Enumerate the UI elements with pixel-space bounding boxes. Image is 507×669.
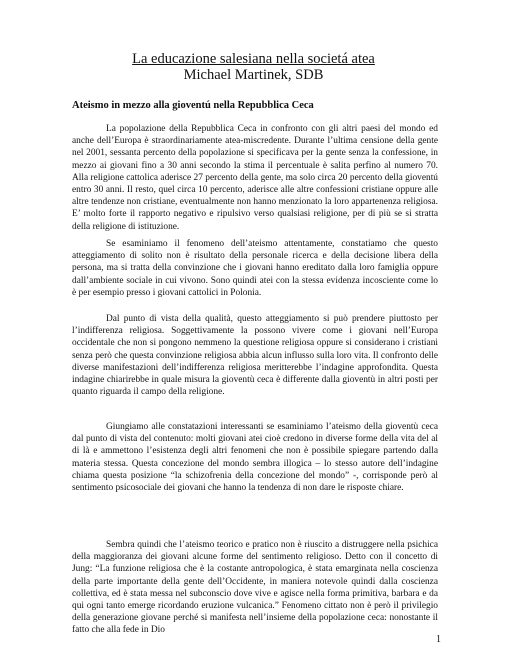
paragraph-text: Giungiamo alle constatazioni interessanti se esaminiamo l’ateismo della gioventù ceca dal punto di vista del contenuto: molti giovani atei cioè credono in diverse forme della vita del al di là e ammettono l’esistenza degli altri fenomeni che non è possibile spiegare partendo dalla materia stessa. Questa concezione del mondo sembra illogica – lo stesso autore dell’indagine chiama questa posizione “la schizofrenia della concezione del mondo” -, corrisponde però al sentimento psicosociale dei giovani che hanno la tendenza di non dare le risposte chiare. (72, 422, 438, 494)
paragraph (72, 421, 438, 494)
page-number: 1 (436, 634, 441, 645)
document-title: La educazione salesiana nella societá atea (132, 51, 375, 67)
paragraph (72, 238, 438, 299)
paragraph-text: Sembra quindi che l’ateismo teorico e pratico non è riuscito a distruggere nella psichica della maggioranza dei giovani alcune forme del sentimento religioso. Detto con il concetto di Jung: “La funzione religiosa che è la costante antropologica, è stata emarginata nella coscienza della parte importante della gente dell’Occidente, in maniera notevole quindi dalla coscienza collettiva, ed è stata messa nel subconscio dove vive e agisce nella forma primitiva, barbara e da qui ogni tanto emerge ricordando eruzione vulcanica.” Fenomeno cittato non è però il privilegio della generazione giovane perché si manifesta nell’insieme della popolazione ceca: nonostante il fatto che alla fede in Dio (72, 540, 438, 636)
section-heading: Ateismo in mezzo alla gioventú nella Repubblica Ceca (72, 100, 314, 111)
paragraph (72, 313, 438, 398)
paragraph-text: Se esaminiamo il fenomeno dell’ateismo attentamente, constatiamo che questo atteggiamento di solito non è risultato della personale ricerca e della decisione libera della persona, ma si tratta della convinzione che i giovani hanno ereditato dalla loro famiglia oppure dall’ambiente sociale in cui vivono. Sono quindi atei con la stessa evidenza incosciente come lo è per esempio presso i giovani cattolici in Polonia. (72, 239, 438, 298)
paragraph (72, 539, 438, 637)
paragraph-text: Dal punto di vista della qualità, questo atteggiamento si può prendere piuttosto per l’indifferenza religiosa. Soggettivamente la possono vivere come i giovani nell’Europa occidentale che non si pongono nemmeno la questione religiosa oppure si considerano i cristiani senza però che questa convinzione religiosa abbia alcun influsso sulla loro vita. Il confronto delle diverse manifestazioni dell’indifferenza religiosa meritterebbe l’indagine approfondita. Questa indagine chiarirebbe in quale misura la gioventù ceca è differente dalla gioventù in altri posti per quanto riguarda il campo della religione. (72, 314, 438, 398)
document-author: Michael Martinek, SDB (183, 67, 324, 83)
paragraph-text: La popolazione della Repubblica Ceca in confronto con gli altri paesi del mondo ed anche dell’Europa è straordinariamente atea-miscredente. Durante l’ultima censione della gente nel 2001, sessanta percento della popolazione si specificava per la gente senza la confessione, in mezzo ai giovani fino a 30 anni secondo la stima il percentuale è salita perfino al numero 70. Alla religione cattolica aderisce 27 percento della gente, ma solo circa 20 percento della gioventú entro 30 anni. Il resto, quel circa 10 percento, aderisce alle altre confessioni cristiane oppure alle altre tendenze non cristiane, eventualmente non hanno menzionato la loro appartenenza religiosa. E’ molto forte il rapporto negativo e ripulsivo verso qualsiasi religione, per di più se si stratta della religione di istituzione. (72, 124, 438, 232)
title-block (0, 51, 507, 83)
paragraph (72, 123, 438, 233)
